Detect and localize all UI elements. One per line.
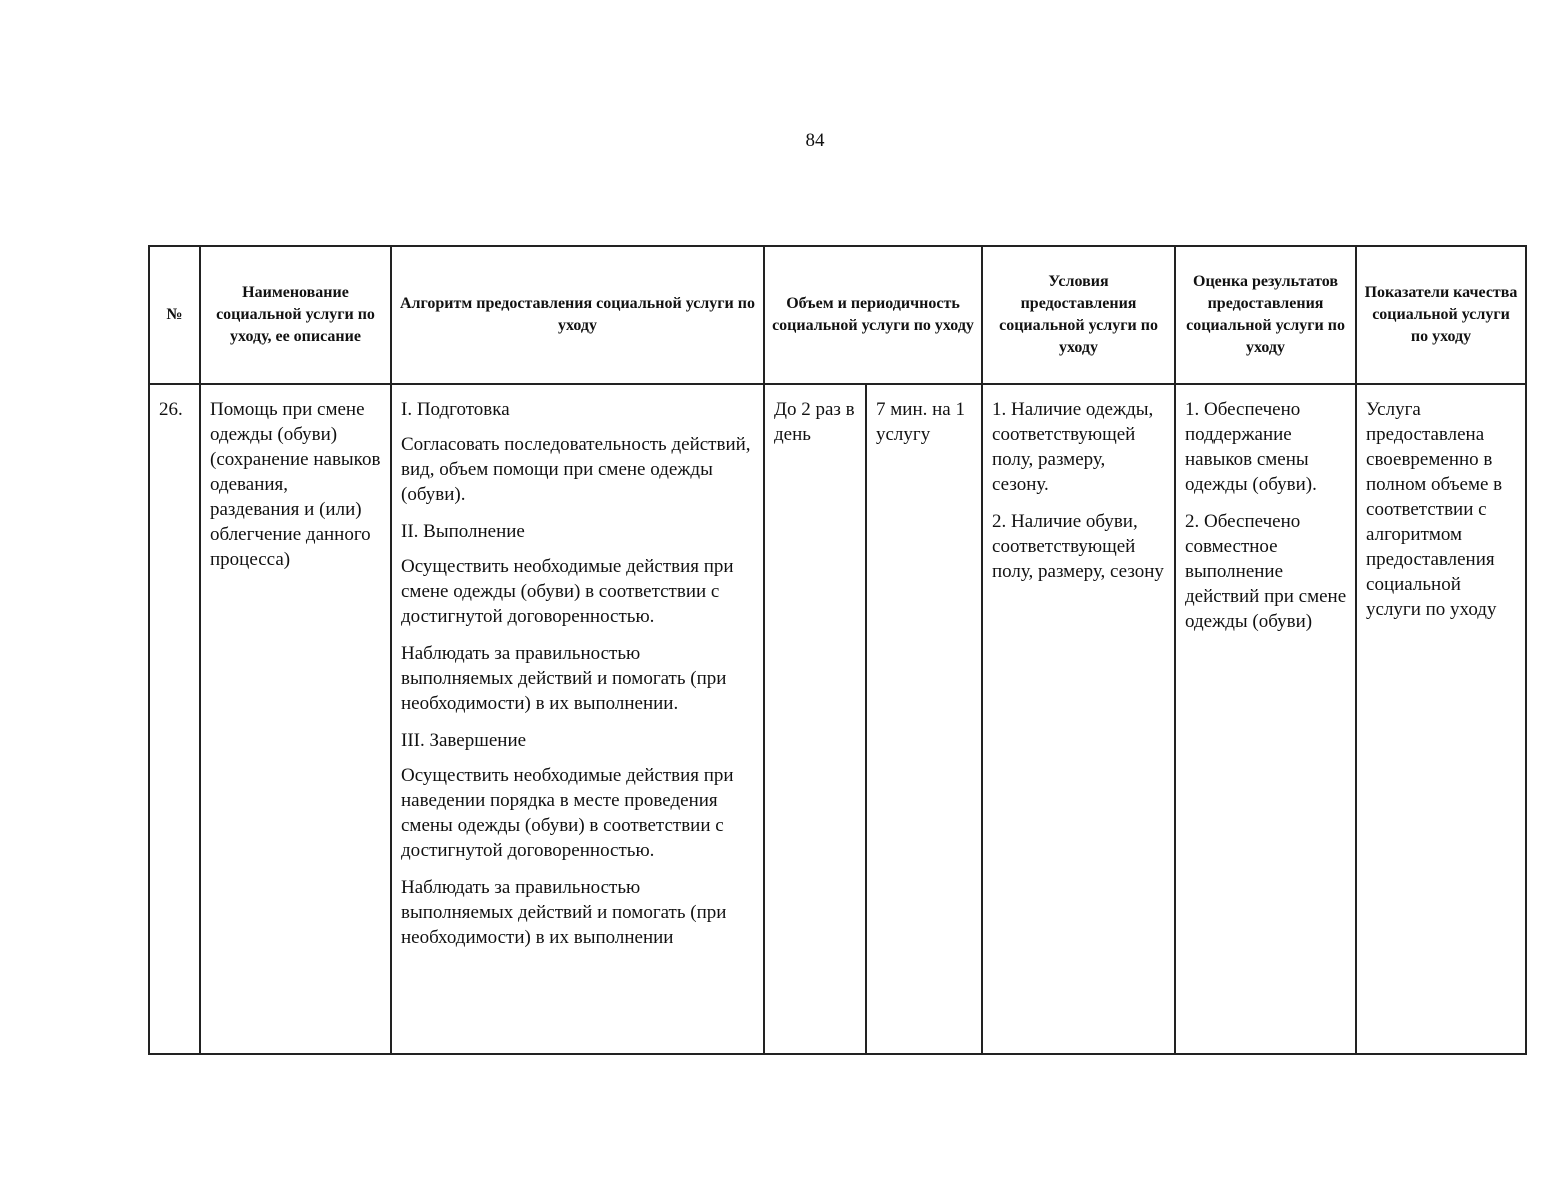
header-volume: Объем и периодичность социальной услуги по уходу [764, 246, 982, 384]
algorithm-text: Осуществить необходимые действия при наведении порядка в месте проведения смены одежды (обуви) в соответствии с достигнутой договоренностью. [401, 765, 734, 861]
condition-item: 2. Наличие обуви, соответствующей полу, размеру, сезону [992, 511, 1164, 582]
evaluation-item: 2. Обеспечено совместное выполнение действий при смене одежды (обуви) [1185, 511, 1347, 632]
table-row [149, 384, 1526, 1054]
algorithm-step: III. Завершение [401, 730, 527, 751]
header-name: Наименование социальной услуги по уходу, ее описание [200, 246, 391, 384]
cell-evaluation [1175, 384, 1356, 1054]
header-conditions: Условия предоставления социальной услуги по уходу [982, 246, 1175, 384]
cell-num: 26. [149, 384, 200, 1054]
cell-quality: Услуга предоставлена своевременно в полном объеме в соответствии с алгоритмом предоставления социальной услуги по уходу [1356, 384, 1526, 1054]
algorithm-text: Наблюдать за правильностью выполняемых действий и помогать (при необходимости) в их выполнении [401, 877, 727, 948]
cell-conditions [982, 384, 1175, 1054]
algorithm-step: I. Подготовка [401, 399, 510, 420]
algorithm-text: Осуществить необходимые действия при смене одежды (обуви) в соответствии с достигнутой договоренностью. [401, 556, 734, 627]
cell-duration: 7 мин. на 1 услугу [866, 384, 982, 1054]
cell-algorithm [391, 384, 764, 1054]
header-quality: Показатели качества социальной услуги по уходу [1356, 246, 1526, 384]
page-number: 84 [805, 130, 825, 151]
evaluation-item: 1. Обеспечено поддержание навыков смены одежды (обуви). [1185, 399, 1317, 495]
algorithm-text: Согласовать последовательность действий, вид, объем помощи при смене одежды (обуви). [401, 434, 751, 505]
cell-frequency: До 2 раз в день [764, 384, 866, 1054]
header-evaluation: Оценка результатов предоставления социальной услуги по уходу [1175, 246, 1356, 384]
condition-item: 1. Наличие одежды, соответствующей полу, размеру, сезону. [992, 399, 1154, 495]
cell-name: Помощь при смене одежды (обуви) (сохранение навыков одевания, раздевания и (или) облегчение данного процесса) [200, 384, 391, 1054]
algorithm-step: II. Выполнение [401, 521, 525, 542]
header-num: № [149, 246, 200, 384]
services-table [148, 245, 1527, 1055]
header-algorithm: Алгоритм предоставления социальной услуги по уходу [391, 246, 764, 384]
algorithm-text: Наблюдать за правильностью выполняемых действий и помогать (при необходимости) в их выполнении. [401, 643, 727, 714]
table-header-row [149, 246, 1526, 384]
